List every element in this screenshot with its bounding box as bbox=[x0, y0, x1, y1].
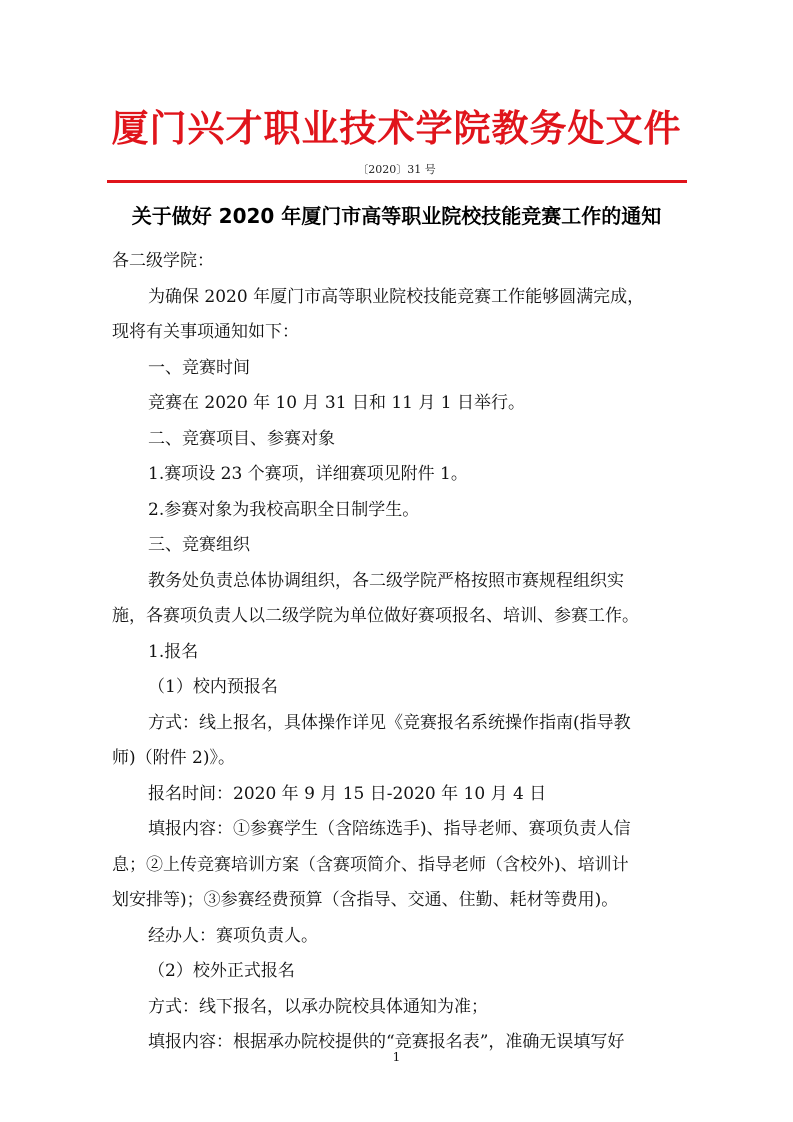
paragraph-line: 方式：线下报名，以承办院校具体通知为准； bbox=[148, 996, 488, 1017]
document-number: 〔2020〕31 号 bbox=[357, 163, 436, 176]
paragraph-line: 竞赛在 2020 年 10 月 31 日和 11 月 1 日举行。 bbox=[148, 393, 526, 413]
paragraph-line: 填报内容：①参赛学生（含陪练选手)、指导老师、赛项负责人信 bbox=[148, 819, 631, 839]
paragraph-line: 师)（附件 2)》。 bbox=[112, 748, 235, 768]
paragraph-line: 各二级学院： bbox=[112, 251, 214, 271]
paragraph-line: 1.报名 bbox=[148, 641, 199, 662]
paragraph-line: （1）校内预报名 bbox=[148, 677, 278, 697]
paragraph-line: 1.赛项设 23 个赛项，详细赛项见附件 1。 bbox=[148, 464, 468, 484]
paragraph-line: 划安排等)；③参赛经费预算（含指导、交通、住勤、耗材等费用)。 bbox=[112, 890, 619, 910]
document-body bbox=[112, 244, 690, 1061]
paragraph-line: 为确保 2020 年厦门市高等职业院校技能竞赛工作能够圆满完成， bbox=[148, 286, 645, 307]
paragraph-line: 施，各赛项负责人以二级学院为单位做好赛项报名、培训、参赛工作。 bbox=[112, 606, 639, 626]
red-divider bbox=[107, 180, 687, 183]
paragraph-line: 二、竞赛项目、参赛对象 bbox=[148, 428, 335, 449]
paragraph-line: 2.参赛对象为我校高职全日制学生。 bbox=[148, 499, 420, 520]
paragraph-line: 三、竞赛组织 bbox=[148, 535, 250, 555]
paragraph-line: 报名时间：2020 年 9 月 15 日-2020 年 10 月 4 日 bbox=[148, 783, 547, 804]
document-header-title: 厦门兴才职业技术学院教务处文件 bbox=[111, 106, 682, 150]
paragraph-line: 教务处负责总体协调组织，各二级学院严格按照市赛规程组织实 bbox=[148, 570, 624, 591]
notice-title: 关于做好 2020 年厦门市高等职业院校技能竞赛工作的通知 bbox=[131, 204, 662, 228]
paragraph-line: 现将有关事项通知如下： bbox=[112, 322, 299, 342]
paragraph-line: 一、竞赛时间 bbox=[148, 357, 250, 378]
paragraph-line: （2）校外正式报名 bbox=[148, 961, 295, 981]
page-number: 1 bbox=[392, 1050, 401, 1064]
paragraph-line: 方式：线上报名，具体操作详见《竞赛报名系统操作指南(指导教 bbox=[148, 712, 631, 733]
paragraph-line: 经办人：赛项负责人。 bbox=[148, 925, 318, 946]
paragraph-line: 息；②上传竞赛培训方案（含赛项简介、指导老师（含校外)、培训计 bbox=[112, 854, 629, 875]
paragraph-line: 填报内容：根据承办院校提供的“竞赛报名表”，准确无误填写好 bbox=[148, 1032, 625, 1052]
